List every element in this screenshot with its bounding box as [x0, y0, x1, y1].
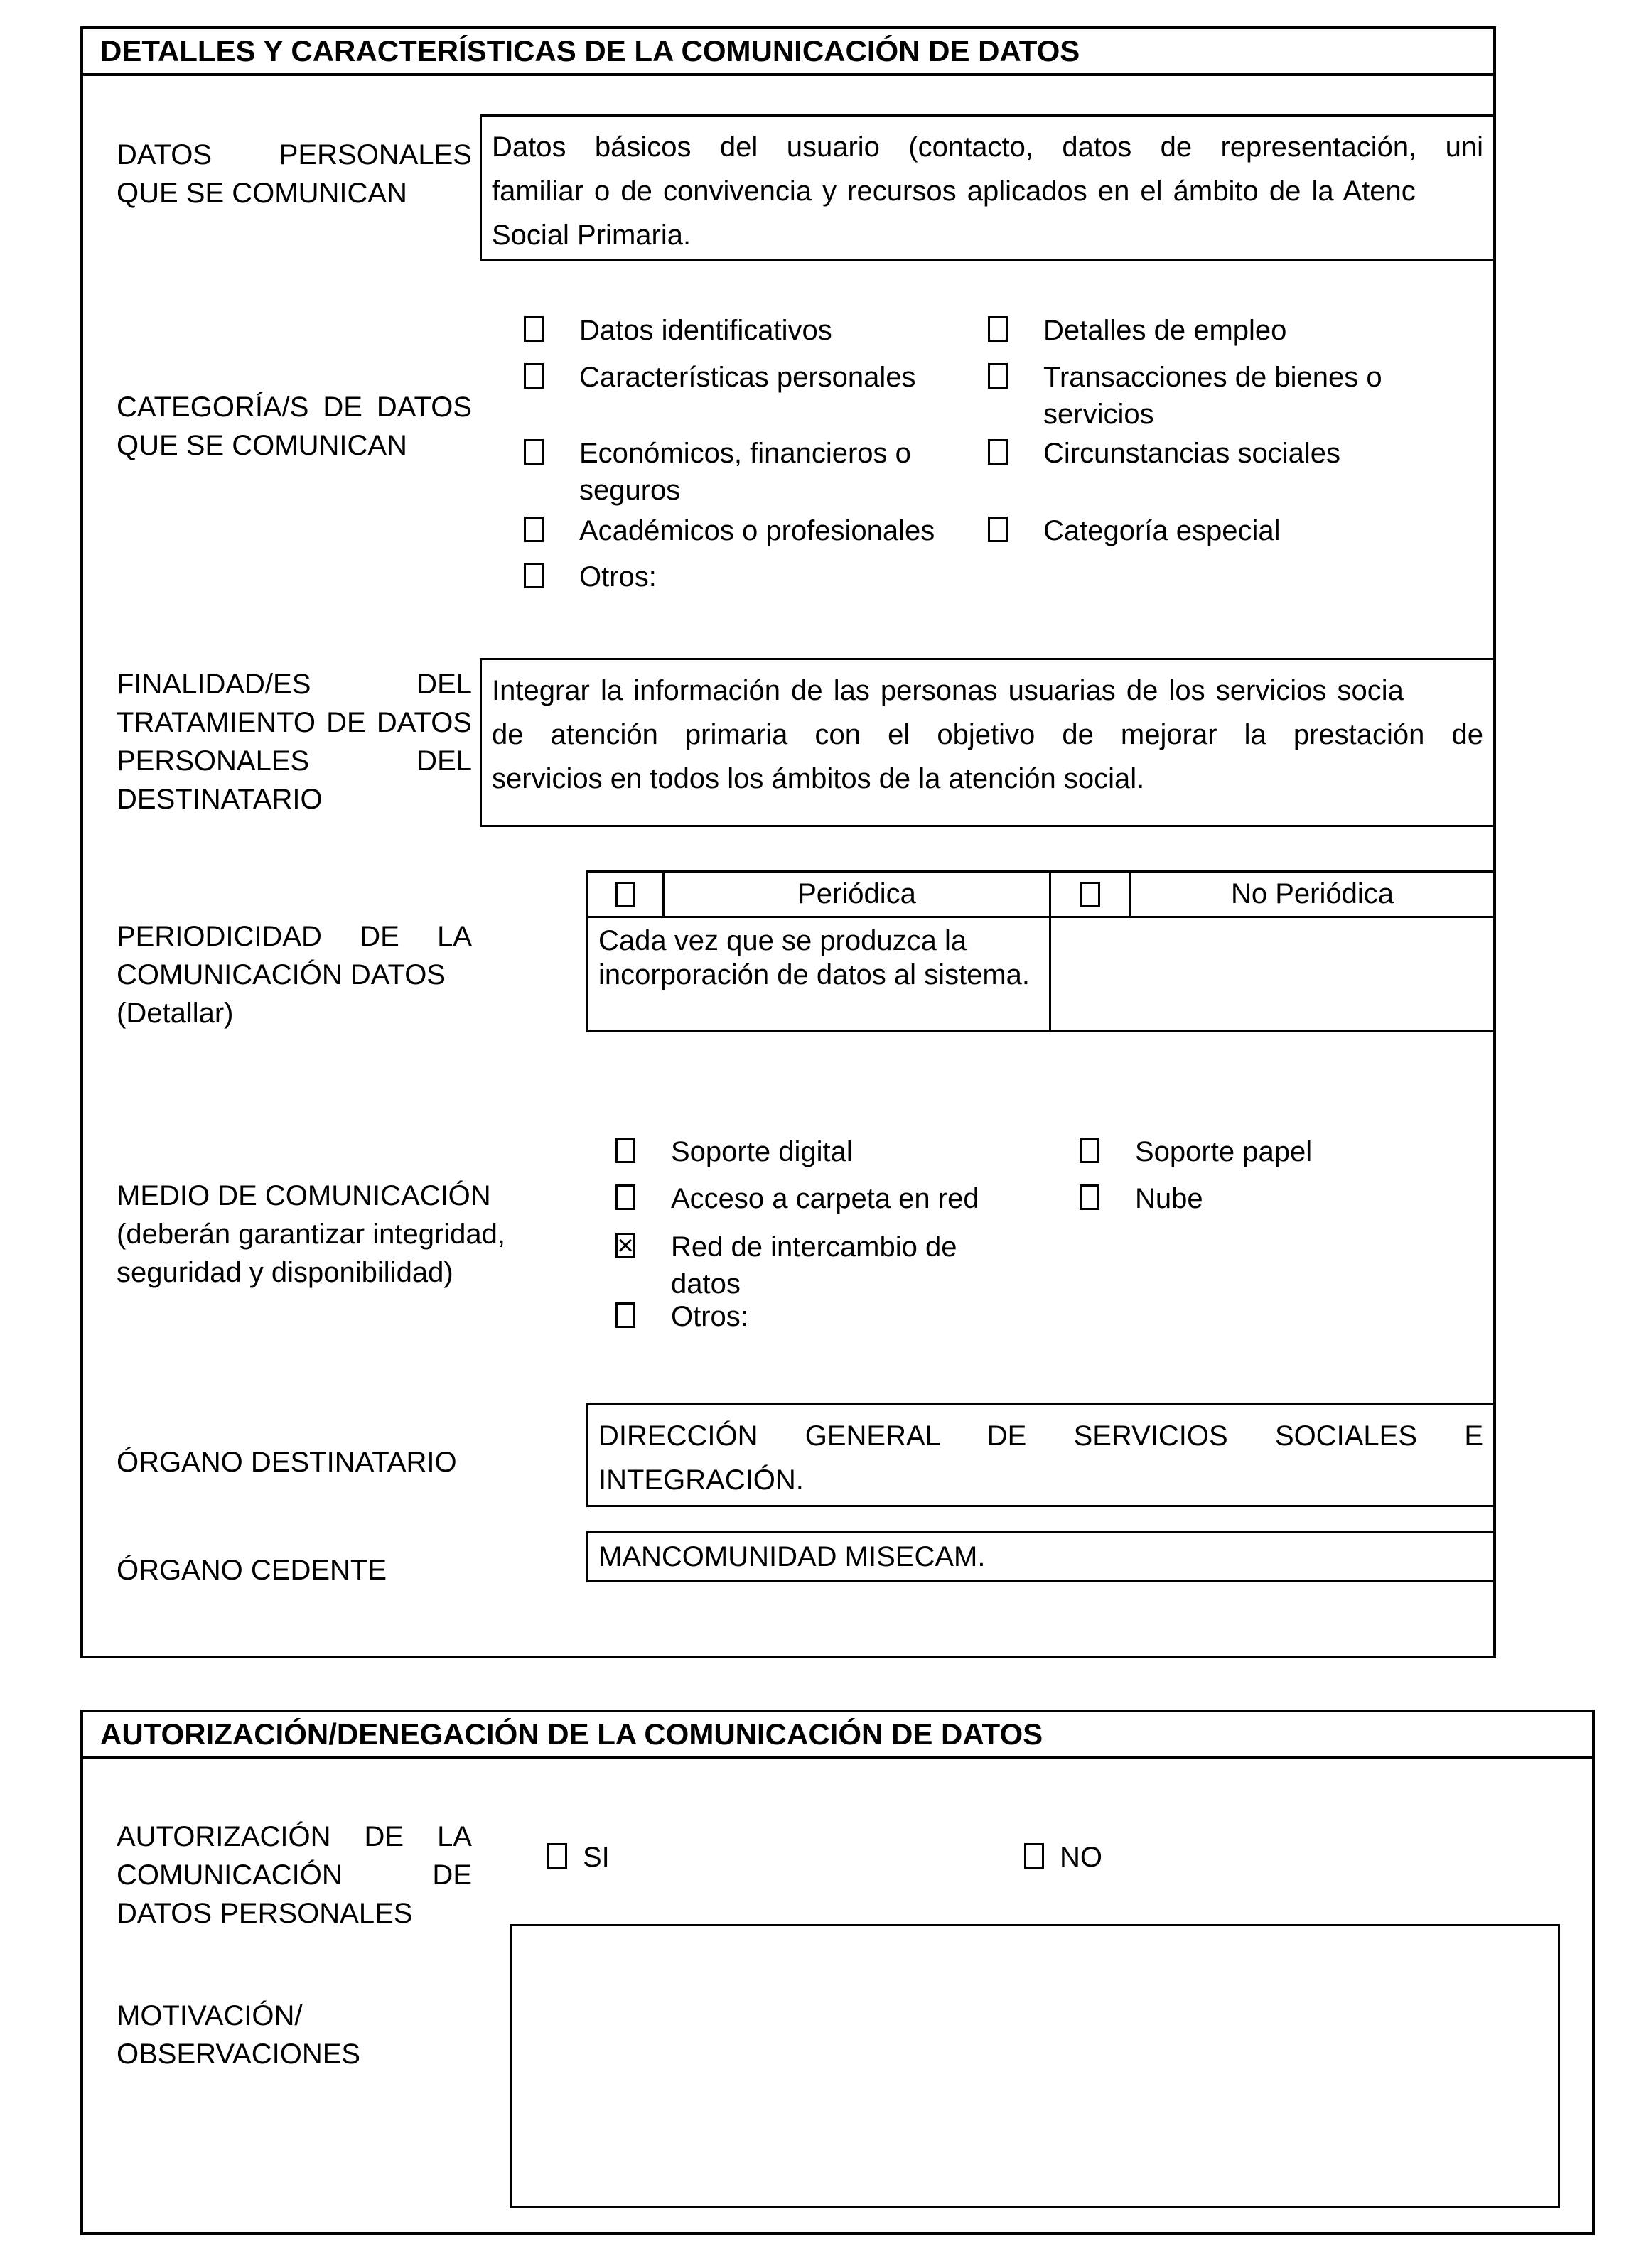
checkbox-item-red-intercambio: [615, 1228, 989, 1302]
checkbox-item-transacciones: [988, 359, 1443, 433]
value-line: DIRECCIÓN GENERAL DE SERVICIOS SOCIALES E: [598, 1420, 1483, 1452]
value-line: INTEGRACIÓN.: [598, 1464, 804, 1496]
checkbox-label: Académicos o profesionales: [579, 515, 935, 546]
checkbox-no[interactable]: [1024, 1843, 1044, 1869]
checkbox-si[interactable]: [547, 1843, 567, 1869]
label-organo-cedente: ÓRGANO CEDENTE: [117, 1555, 387, 1586]
value-line: servicios en todos los ámbitos de la atención social.: [492, 763, 1145, 794]
section-autorizacion-header: [83, 1712, 1592, 1759]
label-finalidad: FINALIDAD/ES DEL TRATAMIENTO DE DATOS PERSONALES DEL DESTINATARIO: [117, 669, 472, 815]
checkbox-label: Soporte digital: [671, 1136, 853, 1167]
label-medio-note: (deberán garantizar integridad, seguridad y disponibilidad): [117, 1219, 506, 1288]
checkbox-datos-identificativos[interactable]: [524, 316, 544, 342]
checkbox-circunstancias-sociales[interactable]: [988, 439, 1008, 465]
checkbox-red-intercambio[interactable]: ×: [615, 1233, 635, 1258]
no-periodica-header-cell: No Periódica: [1230, 878, 1394, 909]
value-line: Datos básicos del usuario (contacto, datos de representación, uni: [492, 131, 1483, 163]
checkbox-label: Categoría especial: [1043, 515, 1281, 546]
label-categorias: CATEGORÍA/S DE DATOS QUE SE COMUNICAN: [117, 392, 472, 461]
label-motivacion-line2: OBSERVACIONES: [117, 2038, 361, 2070]
checkbox-transacciones[interactable]: [988, 363, 1008, 389]
section-autorizacion: [80, 1710, 1595, 2235]
checkbox-label: Datos identificativos: [579, 315, 832, 346]
label-periodicidad-note: (Detallar): [117, 998, 234, 1029]
checkbox-item-no: [1024, 1839, 1202, 1876]
checkbox-detalles-empleo[interactable]: [988, 316, 1008, 342]
checkbox-item-academicos: [524, 512, 949, 549]
no-periodica-checkbox-cell: [1051, 873, 1131, 916]
organo-cedente-value-box: [586, 1531, 1493, 1582]
label-motivacion-line1: MOTIVACIÓN/: [117, 2000, 303, 2031]
checkbox-item-categoria-especial: [988, 512, 1443, 549]
section-detalles-header: [83, 29, 1493, 76]
value-line: Integrar la información de las personas usuarias de los servicios socia: [492, 675, 1404, 706]
checkbox-label: Transacciones de bienes o servicios: [1043, 362, 1382, 430]
label-periodicidad: [117, 917, 472, 1032]
periodica-detail-cell: Cada vez que se produzca la incorporación de datos al sistema.: [588, 918, 1051, 1030]
checkbox-soporte-digital[interactable]: [615, 1138, 635, 1163]
checkbox-item-medio-otros: [615, 1298, 1013, 1335]
checkbox-categorias-otros[interactable]: [524, 563, 544, 588]
label-motivacion: [117, 1997, 515, 2073]
checkbox-item-soporte-digital: [615, 1133, 1013, 1170]
periodicidad-header-row: [588, 873, 1493, 918]
organo-destinatario-value-box: [586, 1403, 1493, 1507]
checkbox-item-acceso-carpeta: [615, 1180, 1013, 1217]
checkbox-item-si: [547, 1839, 725, 1876]
finalidad-value-box: [480, 658, 1493, 827]
label-medio-text: MEDIO DE COMUNICACIÓN: [117, 1180, 491, 1211]
checkbox-item-categorias-otros: [524, 558, 932, 595]
checkbox-categoria-especial[interactable]: [988, 517, 1008, 542]
checkbox-item-soporte-papel: [1080, 1133, 1399, 1170]
checkbox-economicos[interactable]: [524, 439, 544, 465]
periodicidad-body-row: [588, 918, 1493, 1030]
motivacion-textarea[interactable]: [510, 1924, 1560, 2208]
checkbox-label: Acceso a carpeta en red: [671, 1183, 979, 1214]
section-detalles-title: DETALLES Y CARACTERÍSTICAS DE LA COMUNICACIÓN DE DATOS: [100, 34, 1080, 68]
checkbox-item-nube: [1080, 1180, 1399, 1217]
periodica-checkbox-cell: [588, 873, 665, 916]
label-datos-personales: DATOS PERSONALES QUE SE COMUNICAN: [117, 139, 472, 209]
value-line: de atención primaria con el objetivo de mejorar la prestación de: [492, 719, 1483, 750]
checkbox-item-circunstancias-sociales: [988, 435, 1443, 472]
value-line: familiar o de convivencia y recursos aplicados en el ámbito de la Atenc: [492, 176, 1416, 207]
periodica-header-cell: Periódica: [665, 873, 1051, 916]
checkbox-label: Nube: [1135, 1183, 1203, 1214]
periodicidad-table: [586, 870, 1493, 1032]
checkbox-periodica[interactable]: [615, 882, 635, 907]
no-periodica-detail-cell: [1051, 918, 1493, 1030]
checkbox-no-periodica[interactable]: [1080, 882, 1100, 907]
checkbox-label: SI: [583, 1842, 610, 1873]
checkbox-acceso-carpeta[interactable]: [615, 1184, 635, 1210]
section-detalles: [80, 26, 1496, 1658]
checkbox-label: Circunstancias sociales: [1043, 438, 1340, 469]
checkbox-item-detalles-empleo: [988, 312, 1443, 349]
datos-personales-value-box: [480, 114, 1493, 261]
checkbox-label: Características personales: [579, 362, 916, 393]
label-autorizacion: AUTORIZACIÓN DE LA COMUNICACIÓN DE DATOS PERSONALES: [117, 1821, 472, 1929]
value-line: Social Primaria.: [492, 220, 692, 251]
label-medio: [117, 1177, 529, 1292]
checkbox-nube[interactable]: [1080, 1184, 1099, 1210]
checkbox-item-caracteristicas-personales: [524, 359, 932, 396]
checkbox-academicos[interactable]: [524, 517, 544, 542]
checkbox-label: Otros:: [579, 561, 657, 593]
section-autorizacion-title: AUTORIZACIÓN/DENEGACIÓN DE LA COMUNICACIÓN DE DATOS: [100, 1717, 1043, 1751]
label-organo-destinatario: ÓRGANO DESTINATARIO: [117, 1447, 457, 1478]
checkbox-label: NO: [1060, 1842, 1102, 1873]
checkbox-label: Detalles de empleo: [1043, 315, 1287, 346]
checkbox-item-datos-identificativos: [524, 312, 932, 349]
checkbox-label: Red de intercambio de datos: [671, 1231, 957, 1300]
organo-cedente-value: MANCOMUNIDAD MISECAM.: [598, 1540, 986, 1572]
checkbox-label: Económicos, financieros o seguros: [579, 438, 911, 506]
checkbox-caracteristicas-personales[interactable]: [524, 363, 544, 389]
checkbox-item-economicos: [524, 435, 949, 509]
checkbox-label: Soporte papel: [1135, 1136, 1313, 1167]
checkbox-label: Otros:: [671, 1301, 748, 1332]
checkbox-soporte-papel[interactable]: [1080, 1138, 1099, 1163]
checkbox-medio-otros[interactable]: [615, 1302, 635, 1328]
label-periodicidad-text: PERIODICIDAD DE LA COMUNICACIÓN DATOS: [117, 921, 472, 990]
